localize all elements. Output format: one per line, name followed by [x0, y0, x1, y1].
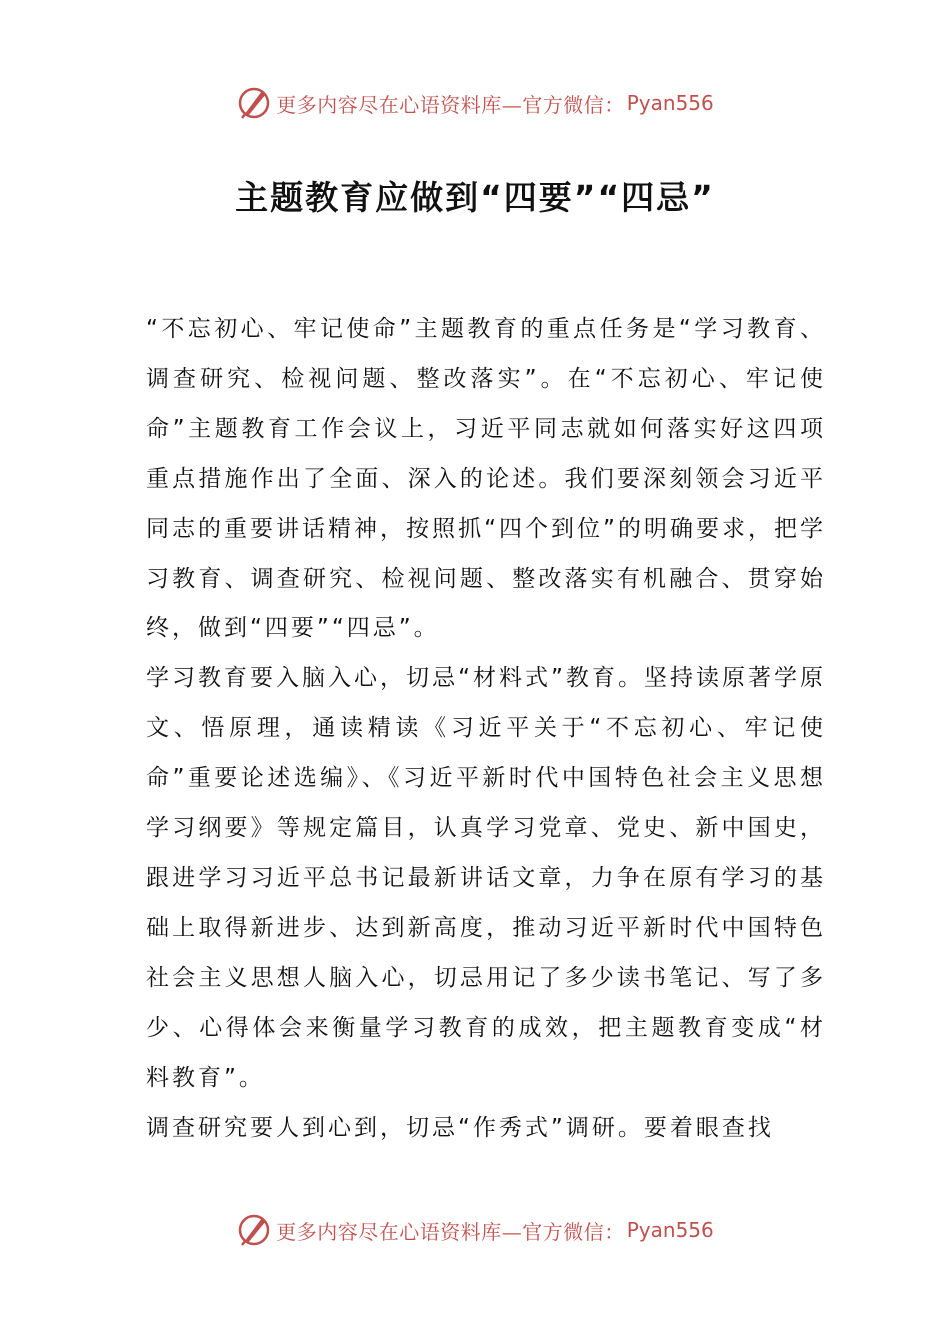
document-title: 主题教育应做到“四要”“四忌” [235, 178, 715, 217]
footer-banner [0, 1210, 950, 1250]
quill-pen-logo-icon [236, 85, 272, 121]
paragraph-research: 调查研究要人到心到，切忌“作秀式”调研。要着眼查找 [146, 1114, 774, 1141]
banner-text: 更多内容尽在心语资料库—官方微信： [276, 1219, 625, 1244]
header-banner [0, 83, 950, 123]
document-body [146, 305, 826, 1153]
banner-wechat-id: Pyan556 [626, 1218, 714, 1242]
paragraph-intro: “不忘初心、牢记使命”主题教育的重点任务是“学习教育、调查研究、检视问题、整改落实”。在“不忘初心、牢记使命”主题教育工作会议上，习近平同志就如何落实好这四项重点措施作出了全面、深入的论述。我们要深刻领会习近平同志的重要讲话精神，按照抓“四个到位”的明确要求，把学习教育、调查研究、检视问题、整改落实有机融合、贯穿始终，做到“四要”“四忌”。 [146, 316, 826, 642]
quill-pen-logo-icon [236, 1212, 272, 1248]
paragraph-study: 学习教育要入脑入心，切忌“材料式”教育。坚持读原著学原文、悟原理，通读精读《习近平关于“不忘初心、牢记使命”重要论述选编》、《习近平新时代中国特色社会主义思想学习纲要》等规定篇目，认真学习党章、党史、新中国史，跟进学习习近平总书记最新讲话文章，力争在原有学习的基础上取得新进步、达到新高度，推动习近平新时代中国特色社会主义思想人脑入心，切忌用记了多少读书笔记、写了多少、心得体会来衡量学习教育的成效，把主题教育变成“材料教育”。 [146, 665, 826, 1091]
banner-wechat-id: Pyan556 [626, 91, 714, 115]
banner-text: 更多内容尽在心语资料库—官方微信： [276, 92, 625, 117]
